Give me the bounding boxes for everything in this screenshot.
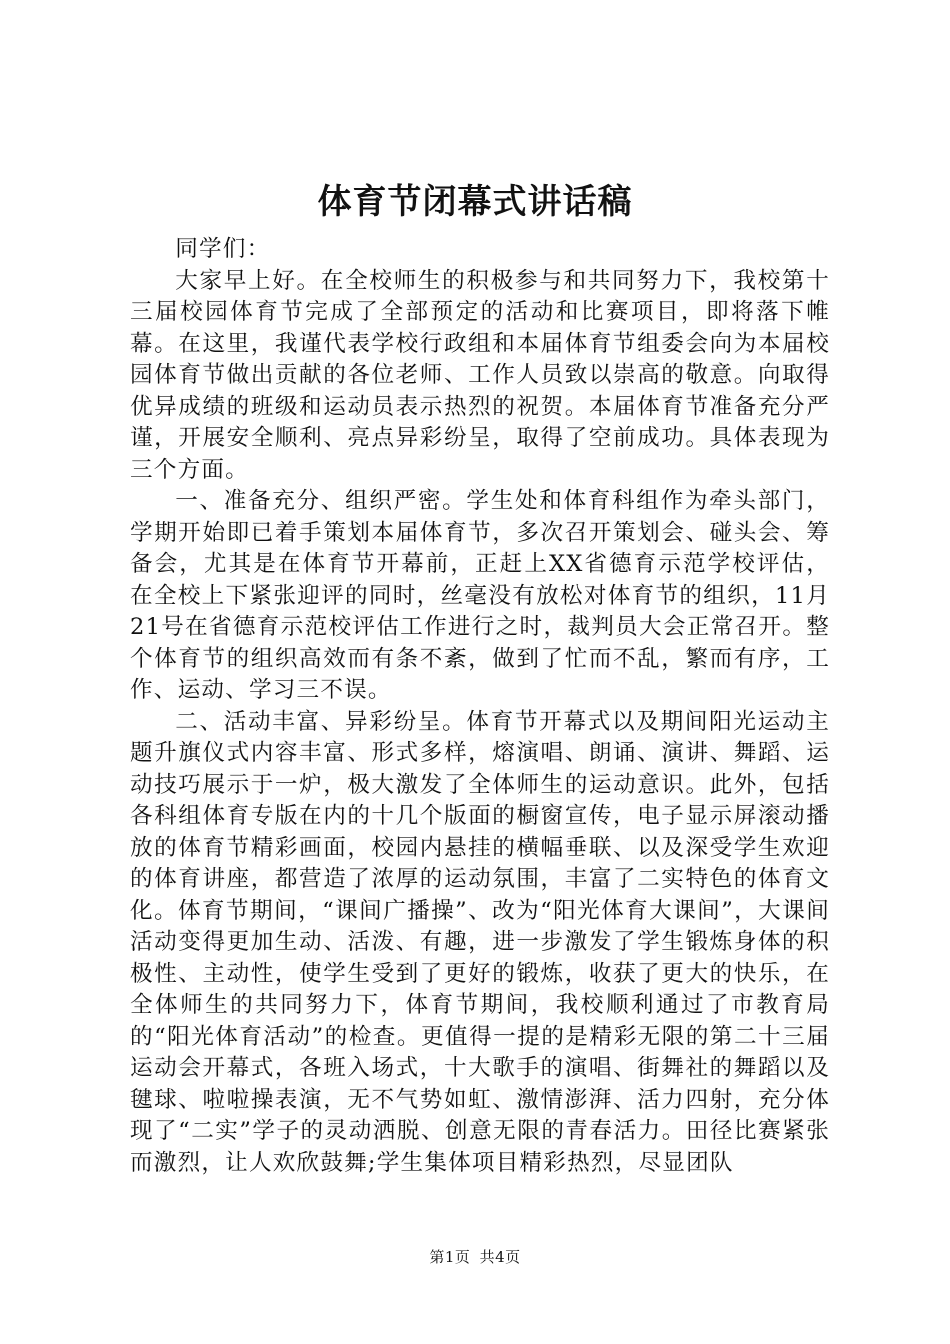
- document-body: [130, 234, 830, 1179]
- greeting-paragraph: 同学们：: [175, 236, 271, 262]
- page-footer: [0, 1246, 950, 1267]
- document-title: 体育节闭幕式讲话稿: [317, 182, 633, 222]
- section-one-paragraph: 一、准备充分、组织严密。学生处和体育科组作为牵头部门，学期开始即已着手策划本届体育节，多次召开策划会、碰头会、筹备会，尤其是在体育节开幕前，正赶上XX省德育示范学校评估，在全校上下紧张迎评的同时，丝毫没有放松对体育节的组织，11月21号在省德育示范校评估工作进行之时，裁判员大会正常召开。整个体育节的组织高效而有条不紊，做到了忙而不乱，繁而有序，工作、运动、学习三不误。: [130, 488, 830, 703]
- page-total: 共4页: [479, 1248, 521, 1266]
- section-two-paragraph: 二、活动丰富、异彩纷呈。体育节开幕式以及期间阳光运动主题升旗仪式内容丰富、形式多样，熔演唱、朗诵、演讲、舞蹈、运动技巧展示于一炉，极大激发了全体师生的运动意识。此外，包括各科组体育专版在内的十几个版面的橱窗宣传，电子显示屏滚动播放的体育节精彩画面，校园内悬挂的横幅垂联、以及深受学生欢迎的体育讲座，都营造了浓厚的运动氛围，丰富了二实特色的体育文化。体育节期间，“课间广播操”、改为“阳光体育大课间”，大课间活动变得更加生动、活泼、有趣，进一步激发了学生锻炼身体的积极性、主动性，使学生受到了更好的锻炼，收获了更大的快乐，在全体师生的共同努力下，体育节期间，我校顺利通过了市教育局的“阳光体育活动”的检查。更值得一提的是精彩无限的第二十三届运动会开幕式，各班入场式，十大歌手的演唱、街舞社的舞蹈以及毽球、啦啦操表演，无不气势如虹、激情澎湃、活力四射，充分体现了“二实”学子的灵动洒脱、创意无限的青春活力。田径比赛紧张而激烈，让人欢欣鼓舞;学生集体项目精彩热烈，尽显团队: [130, 708, 830, 1176]
- page-number: 第1页: [429, 1248, 471, 1266]
- opening-paragraph: 大家早上好。在全校师生的积极参与和共同努力下，我校第十三届校园体育节完成了全部预定的活动和比赛项目，即将落下帷幕。在这里，我谨代表学校行政组和本届体育节组委会向为本届校园体育节做出贡献的各位老师、工作人员致以崇高的敬意。向取得优异成绩的班级和运动员表示热烈的祝贺。本届体育节准备充分严谨，开展安全顺利、亮点异彩纷呈，取得了空前成功。具体表现为三个方面。: [130, 267, 830, 483]
